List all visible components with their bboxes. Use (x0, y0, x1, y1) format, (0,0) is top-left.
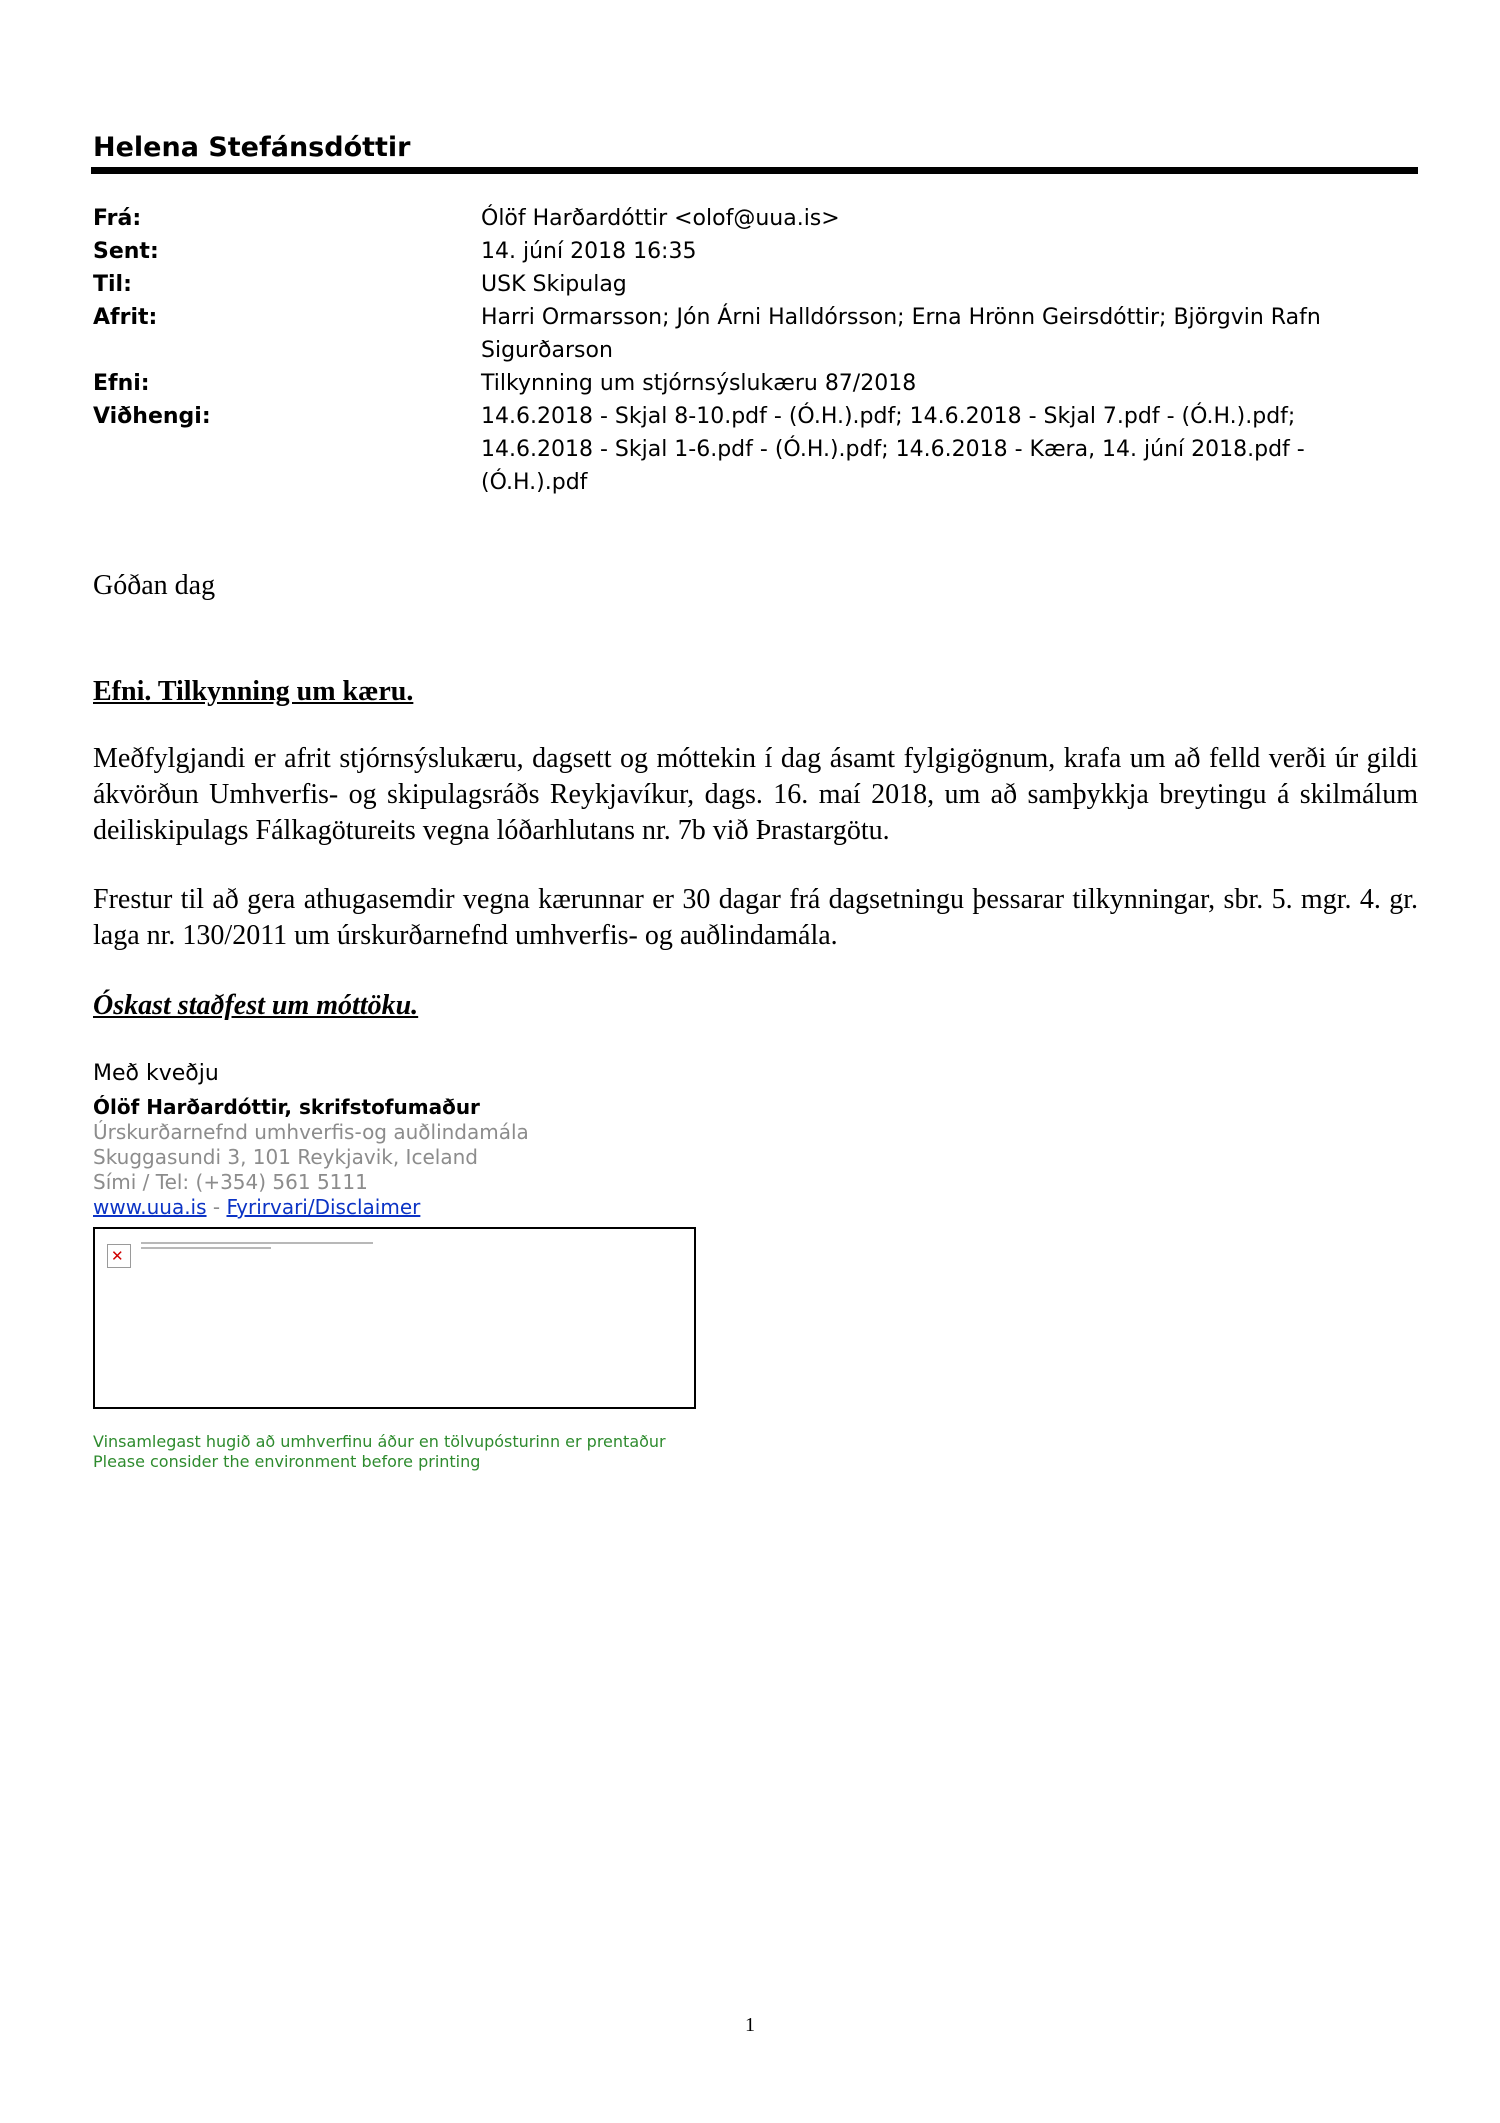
subject-label: Efni: (93, 371, 150, 396)
confirm-receipt-heading: Óskast staðfest um móttöku. (93, 990, 419, 1021)
greeting: Góðan dag (93, 570, 216, 601)
attachments-line-2: 14.6.2018 - Skjal 1-6.pdf - (Ó.H.).pdf; 14.6.2018 - Kæra, 14. júní 2018.pdf - (481, 437, 1305, 462)
closing: Með kveðju (93, 1061, 219, 1086)
signature-links (93, 1195, 420, 1220)
eco-note-is: Vinsamlegast hugið að umhverfinu áður en tölvupósturinn er prentaður (93, 1432, 666, 1451)
disclaimer-link[interactable]: Fyrirvari/Disclaimer (226, 1195, 421, 1219)
body-paragraph-1: Meðfylgjandi er afrit stjórnsýslukæru, dagsett og móttekin í dag ásamt fylgigögnum, krafa um að felld verði úr gildi ákvörðun Umhverfis- og skipulagsráðs Reykjavíkur, dags. 16. maí 2018, um að samþykkja breytingu á skilmálum deiliskipulags Fálkagötureits vegna lóðarhlutans nr. 7b við Þrastargötu. (93, 743, 1418, 846)
cc-value-line-1: Harri Ormarsson; Jón Árni Halldórsson; Erna Hrönn Geirsdóttir; Björgvin Rafn (481, 305, 1321, 330)
cc-label: Afrit: (93, 305, 158, 330)
page-number: 1 (745, 2014, 755, 2036)
to-label: Til: (93, 272, 132, 297)
signature-organization: Úrskurðarnefnd umhverfis-og auðlindamála (93, 1120, 529, 1144)
attachments-line-1: 14.6.2018 - Skjal 8-10.pdf - (Ó.H.).pdf; 14.6.2018 - Skjal 7.pdf - (Ó.H.).pdf; (481, 404, 1296, 429)
placeholder-text-line (141, 1242, 373, 1244)
subject-heading: Efni. Tilkynning um kæru. (93, 676, 414, 707)
to-value: USK Skipulag (481, 272, 627, 297)
signature-address: Skuggasundi 3, 101 Reykjavik, Iceland (93, 1145, 478, 1169)
attachments-label: Viðhengi: (93, 404, 211, 429)
website-link[interactable]: www.uua.is (93, 1195, 207, 1219)
link-separator: - (212, 1195, 221, 1219)
attachments-line-3: (Ó.H.).pdf (481, 470, 588, 495)
body-paragraph-2: Frestur til að gera athugasemdir vegna kærunnar er 30 dagar frá dagsetningu þessarar tilkynningar, sbr. 5. mgr. 4. gr. laga nr. 130/2011 um úrskurðarnefnd umhverfis- og auðlindamála. (93, 884, 1418, 951)
broken-image-icon (107, 1244, 131, 1268)
from-value: Ólöf Harðardóttir <olof@uua.is> (481, 206, 840, 231)
cc-value-line-2: Sigurðarson (481, 338, 613, 363)
from-label: Frá: (93, 206, 142, 231)
signature-name-title: Ólöf Harðardóttir, skrifstofumaður (93, 1095, 480, 1119)
image-placeholder (93, 1227, 696, 1409)
sent-value: 14. júní 2018 16:35 (481, 239, 697, 264)
sent-label: Sent: (93, 239, 159, 264)
mailbox-owner-name: Helena Stefánsdóttir (93, 132, 411, 163)
header-rule (91, 167, 1418, 174)
signature-phone: Sími / Tel: (+354) 561 5111 (93, 1170, 368, 1194)
placeholder-text-line (141, 1247, 271, 1249)
eco-note-en: Please consider the environment before printing (93, 1452, 481, 1471)
subject-value: Tilkynning um stjórnsýslukæru 87/2018 (481, 371, 917, 396)
